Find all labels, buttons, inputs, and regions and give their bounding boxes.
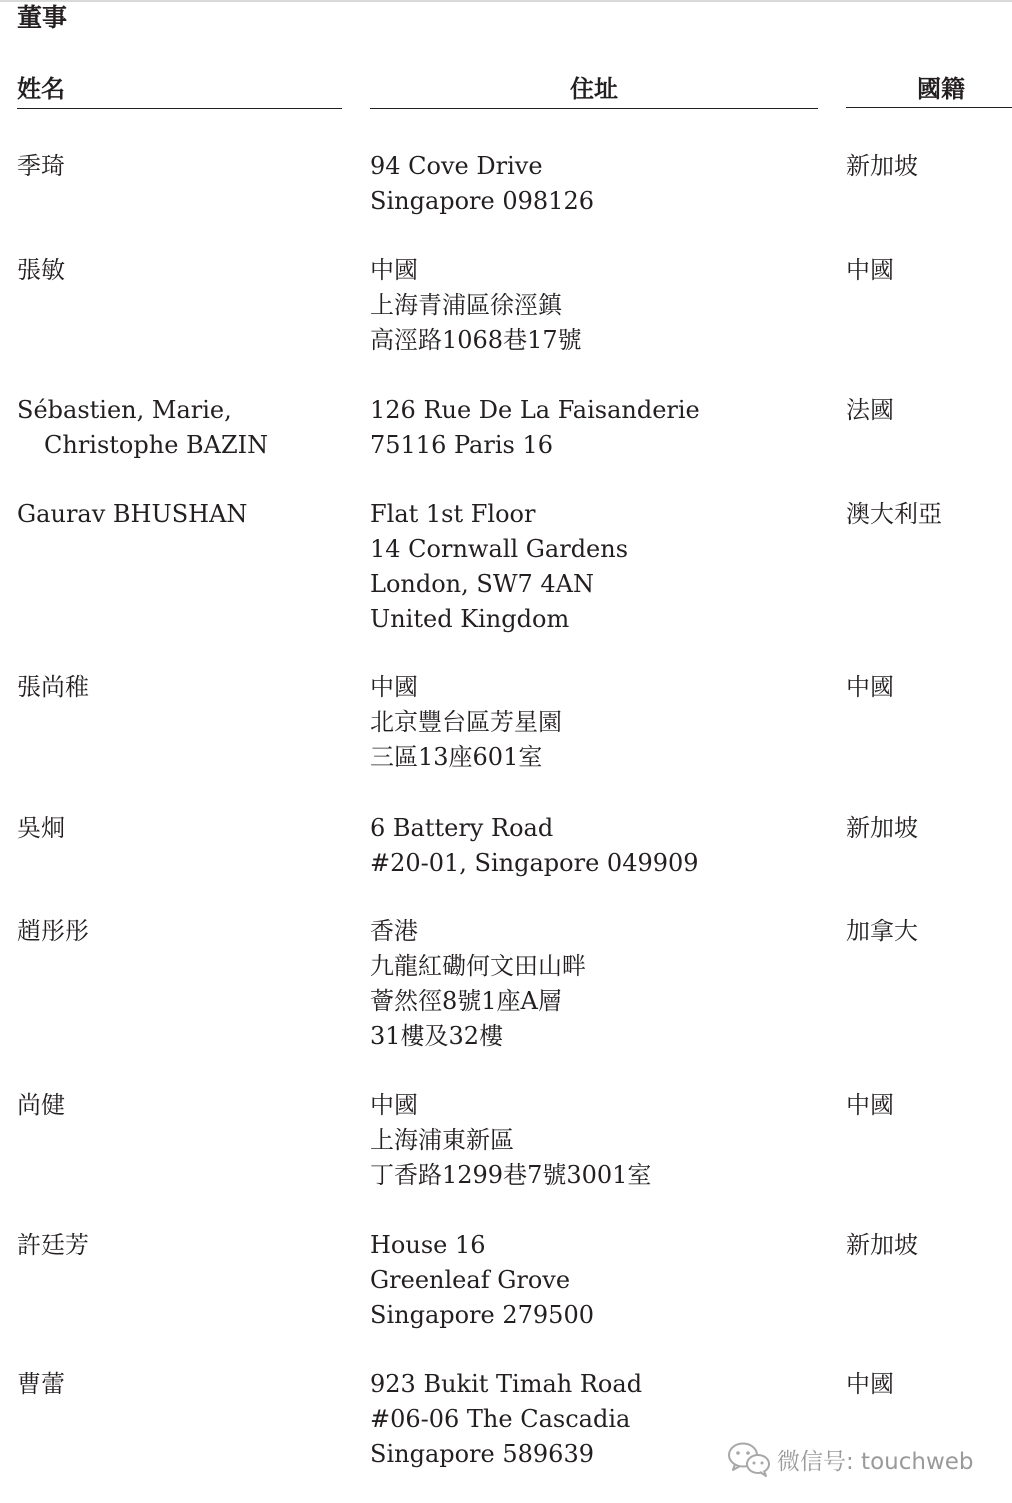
watermark-text: 微信号: touchweb [777, 1448, 974, 1475]
name-line: 吳炯 [17, 814, 65, 842]
address-line: United Kingdom [370, 605, 570, 633]
address-line: 北京豐台區芳星園 [370, 708, 562, 736]
name-line: 趙彤彤 [17, 917, 89, 945]
address-line: 薈然徑8號1座A層 [370, 987, 562, 1015]
director-name [17, 497, 247, 532]
director-name [17, 1228, 89, 1263]
director-nationality: 澳大利亞 [846, 500, 942, 528]
address-line: 923 Bukit Timah Road [370, 1370, 643, 1398]
director-nationality: 中國 [846, 256, 894, 284]
director-address [370, 914, 586, 1054]
name-line: 張尚稚 [17, 673, 89, 701]
address-line: 上海青浦區徐涇鎮 [370, 291, 562, 319]
director-address [370, 253, 582, 358]
name-line: 張敏 [17, 256, 65, 284]
director-name [17, 393, 268, 463]
director-name [17, 1088, 65, 1123]
address-line: 中國 [370, 256, 418, 284]
director-nationality: 中國 [846, 1370, 894, 1398]
director-address [370, 670, 562, 775]
column-header-nationality: 國籍 [846, 72, 1012, 108]
column-header-name: 姓名 [17, 72, 342, 109]
address-line: 上海浦東新區 [370, 1126, 514, 1154]
address-line: #20-01, Singapore 049909 [370, 849, 699, 877]
address-line: 31樓及32樓 [370, 1022, 504, 1050]
address-line: London, SW7 4AN [370, 570, 594, 598]
address-line: 中國 [370, 673, 418, 701]
director-nationality: 中國 [846, 1091, 894, 1119]
top-divider [0, 0, 1012, 2]
wechat-watermark [727, 1440, 974, 1478]
director-name [17, 670, 89, 705]
director-address [370, 1088, 651, 1193]
director-address [370, 149, 594, 219]
director-nationality: 新加坡 [846, 1231, 918, 1259]
address-line: 中國 [370, 1091, 418, 1119]
name-line: Gaurav BHUSHAN [17, 500, 248, 528]
address-line: Greenleaf Grove [370, 1266, 571, 1294]
director-nationality: 法國 [846, 396, 894, 424]
address-line: 丁香路1299巷7號3001室 [370, 1161, 652, 1189]
director-nationality: 中國 [846, 673, 894, 701]
director-name [17, 253, 65, 288]
column-header-address: 住址 [370, 72, 818, 109]
director-name [17, 149, 65, 184]
director-nationality: 新加坡 [846, 814, 918, 842]
director-nationality: 新加坡 [846, 152, 918, 180]
address-line: 高涇路1068巷17號 [370, 326, 582, 354]
name-line: 曹蕾 [17, 1370, 65, 1398]
director-name [17, 1367, 65, 1402]
director-address [370, 811, 699, 881]
director-address [370, 1367, 642, 1472]
address-line: 94 Cove Drive [370, 152, 543, 180]
name-line: Christophe BAZIN [44, 431, 269, 459]
address-line: 14 Cornwall Gardens [370, 535, 629, 563]
address-line: 三區13座601室 [370, 743, 543, 771]
address-line: House 16 [370, 1231, 486, 1259]
address-line: #06-06 The Cascadia [370, 1405, 631, 1433]
director-nationality: 加拿大 [846, 917, 918, 945]
address-line: 126 Rue De La Faisanderie [370, 396, 700, 424]
director-address [370, 1228, 594, 1333]
director-name [17, 914, 89, 949]
address-line: Singapore 589639 [370, 1440, 594, 1468]
address-line: 香港 [370, 917, 418, 945]
name-line: 季琦 [17, 152, 65, 180]
address-line: 九龍紅磡何文田山畔 [370, 952, 586, 980]
director-address [370, 497, 628, 637]
address-line: 75116 Paris 16 [370, 431, 553, 459]
name-line: Sébastien, Marie, [17, 396, 232, 424]
director-address [370, 393, 700, 463]
address-line: Singapore 098126 [370, 187, 594, 215]
section-title: 董事 [17, 3, 68, 32]
director-name [17, 811, 65, 846]
address-line: Singapore 279500 [370, 1301, 594, 1329]
wechat-icon [727, 1440, 771, 1478]
name-line: 尚健 [17, 1091, 65, 1119]
address-line: Flat 1st Floor [370, 500, 536, 528]
address-line: 6 Battery Road [370, 814, 554, 842]
name-line: 許廷芳 [17, 1231, 89, 1259]
